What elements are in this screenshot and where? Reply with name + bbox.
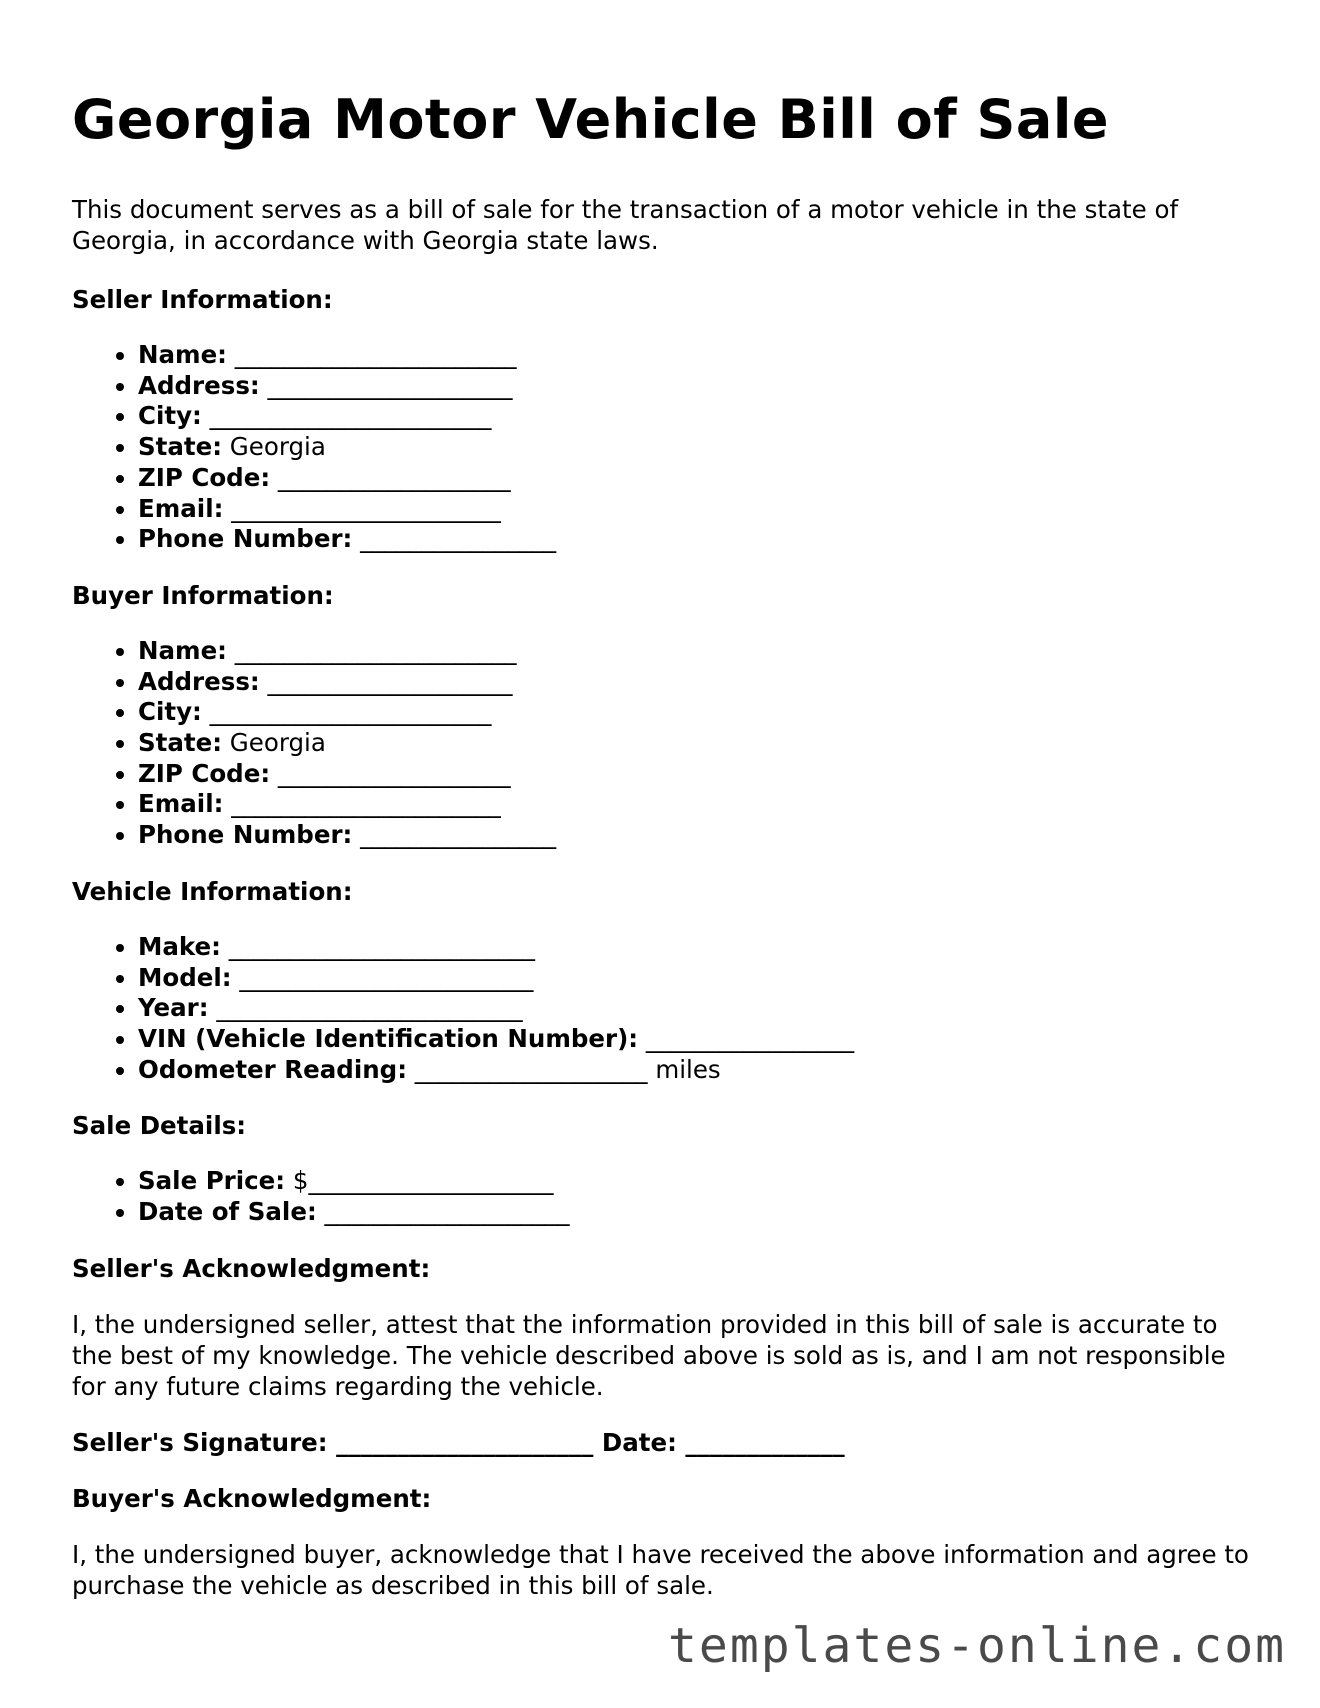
buyer-field-list (72, 636, 1252, 851)
buyer-heading: Buyer Information: (72, 580, 334, 610)
seller-signature-label: Seller's Signature: (72, 1427, 328, 1457)
seller-city-field[interactable]: • City: _______________________ (138, 401, 1252, 432)
vehicle-odometer-field[interactable]: • Odometer Reading: ___________________ miles (138, 1055, 1252, 1086)
buyer-phone-field[interactable]: • Phone Number: ________________ (138, 820, 1252, 851)
buyer-email-field[interactable]: • Email: ______________________ (138, 789, 1252, 820)
buyer-state-field: • State: Georgia (138, 728, 1252, 759)
seller-state-field: • State: Georgia (138, 432, 1252, 463)
intro-paragraph: This document serves as a bill of sale for the transaction of a motor vehicle in the state of Georgia, in accordance with Georgia state laws. (72, 195, 1179, 255)
vehicle-make-field[interactable]: • Make: _________________________ (138, 932, 1252, 963)
seller-ack-text: I, the undersigned seller, attest that the information provided in this bill of sale is accurate to the best of my knowledge. The vehicle described above is sold as is, and I am not responsible for any future claims regarding the vehicle. (72, 1309, 1226, 1401)
vehicle-year-field[interactable]: • Year: _________________________ (138, 993, 1252, 1024)
seller-field-list (72, 340, 1252, 555)
seller-date-label: Date: (601, 1427, 677, 1457)
vehicle-heading: Vehicle Information: (72, 876, 353, 906)
sale-date-field[interactable]: • Date of Sale: ____________________ (138, 1197, 1252, 1228)
sale-field-list (72, 1166, 1252, 1227)
buyer-city-field[interactable]: • City: _______________________ (138, 697, 1252, 728)
buyer-name-field[interactable]: • Name: _______________________ (138, 636, 1252, 667)
seller-ack-heading: Seller's Acknowledgment: (72, 1253, 431, 1283)
seller-zip-field[interactable]: • ZIP Code: ___________________ (138, 463, 1252, 494)
seller-signature-blank[interactable]: _____________________ (327, 1427, 602, 1457)
seller-name-field[interactable]: • Name: _______________________ (138, 340, 1252, 371)
vehicle-field-list (72, 932, 1252, 1086)
seller-email-field[interactable]: • Email: ______________________ (138, 494, 1252, 525)
sale-heading: Sale Details: (72, 1111, 247, 1141)
seller-phone-field[interactable]: • Phone Number: ________________ (138, 524, 1252, 555)
buyer-ack-text: I, the undersigned buyer, acknowledge that I have received the above information and agree to purchase the vehicle as described in this bill of sale. (72, 1539, 1249, 1600)
seller-date-blank[interactable]: _____________ (676, 1427, 845, 1457)
vehicle-model-field[interactable]: • Model: ________________________ (138, 963, 1252, 994)
buyer-address-field[interactable]: • Address: ____________________ (138, 667, 1252, 698)
seller-heading: Seller Information: (72, 285, 333, 314)
sale-price-field[interactable]: • Sale Price: $____________________ (138, 1166, 1252, 1197)
seller-signature-line (72, 1427, 1252, 1458)
buyer-ack-heading: Buyer's Acknowledgment: (72, 1483, 432, 1513)
page-title: Georgia Motor Vehicle Bill of Sale (72, 88, 1109, 151)
buyer-zip-field[interactable]: • ZIP Code: ___________________ (138, 759, 1252, 790)
document-page (72, 88, 1252, 1626)
seller-address-field[interactable]: • Address: ____________________ (138, 371, 1252, 402)
vehicle-vin-field[interactable]: • VIN (Vehicle Identification Number): _________________ (138, 1024, 1252, 1055)
watermark: templates-online.com (668, 1618, 1286, 1674)
